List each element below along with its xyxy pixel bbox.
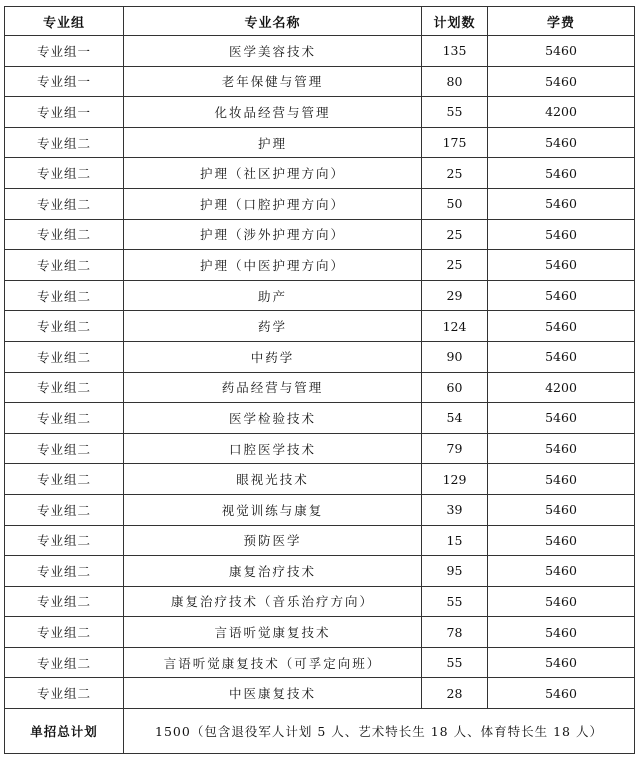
header-plan: 计划数 — [422, 7, 488, 36]
row-plan-cell: 60 — [422, 372, 488, 403]
row-major-cell: 视觉训练与康复 — [124, 494, 422, 525]
row-plan-cell: 135 — [422, 36, 488, 67]
row-major-cell: 药品经营与管理 — [124, 372, 422, 403]
row-plan-cell: 78 — [422, 617, 488, 648]
row-major-cell: 护理 — [124, 127, 422, 158]
row-fee-cell: 5460 — [488, 617, 635, 648]
table-row — [5, 250, 635, 281]
row-fee-cell: 5460 — [488, 433, 635, 464]
row-major-cell: 老年保健与管理 — [124, 66, 422, 97]
row-fee-cell: 4200 — [488, 372, 635, 403]
row-group-cell: 专业组二 — [5, 311, 124, 342]
row-plan-cell: 129 — [422, 464, 488, 495]
row-group-cell: 专业组二 — [5, 219, 124, 250]
row-plan-cell: 54 — [422, 403, 488, 434]
row-major-cell: 护理（社区护理方向） — [124, 158, 422, 189]
row-major-cell: 康复治疗技术 — [124, 556, 422, 587]
table-row — [5, 97, 635, 128]
row-group-cell: 专业组二 — [5, 280, 124, 311]
row-plan-cell: 15 — [422, 525, 488, 556]
table-row — [5, 280, 635, 311]
table-row — [5, 372, 635, 403]
table-row — [5, 586, 635, 617]
row-major-cell: 言语听觉康复技术（可孚定向班） — [124, 647, 422, 678]
row-group-cell: 专业组二 — [5, 127, 124, 158]
table-row — [5, 678, 635, 709]
admission-plan-sheet — [4, 6, 634, 754]
row-fee-cell: 5460 — [488, 494, 635, 525]
row-fee-cell: 5460 — [488, 586, 635, 617]
row-plan-cell: 39 — [422, 494, 488, 525]
table-row — [5, 494, 635, 525]
row-group-cell: 专业组二 — [5, 403, 124, 434]
row-plan-cell: 50 — [422, 188, 488, 219]
row-major-cell: 助产 — [124, 280, 422, 311]
row-plan-cell: 95 — [422, 556, 488, 587]
table-row — [5, 433, 635, 464]
table-body — [5, 36, 635, 709]
row-group-cell: 专业组二 — [5, 525, 124, 556]
summary-label: 单招总计划 — [5, 709, 124, 754]
table-row — [5, 36, 635, 67]
row-group-cell: 专业组二 — [5, 647, 124, 678]
table-row — [5, 158, 635, 189]
row-fee-cell: 5460 — [488, 647, 635, 678]
row-major-cell: 眼视光技术 — [124, 464, 422, 495]
table-row — [5, 556, 635, 587]
row-group-cell: 专业组二 — [5, 250, 124, 281]
row-major-cell: 预防医学 — [124, 525, 422, 556]
row-fee-cell: 5460 — [488, 678, 635, 709]
row-group-cell: 专业组二 — [5, 188, 124, 219]
table-row — [5, 311, 635, 342]
row-major-cell: 口腔医学技术 — [124, 433, 422, 464]
table-row — [5, 647, 635, 678]
row-group-cell: 专业组一 — [5, 66, 124, 97]
table-row — [5, 188, 635, 219]
header-fee: 学费 — [488, 7, 635, 36]
row-fee-cell: 4200 — [488, 97, 635, 128]
row-major-cell: 言语听觉康复技术 — [124, 617, 422, 648]
row-group-cell: 专业组二 — [5, 341, 124, 372]
row-fee-cell: 5460 — [488, 188, 635, 219]
row-group-cell: 专业组二 — [5, 556, 124, 587]
table-row — [5, 464, 635, 495]
table-row — [5, 403, 635, 434]
row-group-cell: 专业组二 — [5, 372, 124, 403]
table-row — [5, 66, 635, 97]
summary-row — [5, 709, 635, 754]
row-fee-cell: 5460 — [488, 158, 635, 189]
table-row — [5, 525, 635, 556]
header-major: 专业名称 — [124, 7, 422, 36]
row-plan-cell: 55 — [422, 97, 488, 128]
row-plan-cell: 55 — [422, 647, 488, 678]
row-fee-cell: 5460 — [488, 127, 635, 158]
row-major-cell: 护理（中医护理方向） — [124, 250, 422, 281]
row-group-cell: 专业组二 — [5, 464, 124, 495]
row-major-cell: 医学检验技术 — [124, 403, 422, 434]
row-fee-cell: 5460 — [488, 280, 635, 311]
row-fee-cell: 5460 — [488, 311, 635, 342]
row-plan-cell: 25 — [422, 219, 488, 250]
row-fee-cell: 5460 — [488, 464, 635, 495]
row-fee-cell: 5460 — [488, 341, 635, 372]
row-fee-cell: 5460 — [488, 219, 635, 250]
row-fee-cell: 5460 — [488, 36, 635, 67]
row-major-cell: 康复治疗技术（音乐治疗方向） — [124, 586, 422, 617]
row-major-cell: 化妆品经营与管理 — [124, 97, 422, 128]
admission-plan-table — [4, 6, 635, 754]
row-fee-cell: 5460 — [488, 250, 635, 281]
table-row — [5, 127, 635, 158]
row-group-cell: 专业组二 — [5, 494, 124, 525]
table-row — [5, 341, 635, 372]
row-major-cell: 中药学 — [124, 341, 422, 372]
row-fee-cell: 5460 — [488, 556, 635, 587]
table-row — [5, 219, 635, 250]
row-fee-cell: 5460 — [488, 525, 635, 556]
row-group-cell: 专业组二 — [5, 617, 124, 648]
row-plan-cell: 29 — [422, 280, 488, 311]
row-group-cell: 专业组二 — [5, 678, 124, 709]
row-plan-cell: 28 — [422, 678, 488, 709]
row-fee-cell: 5460 — [488, 66, 635, 97]
row-plan-cell: 55 — [422, 586, 488, 617]
row-fee-cell: 5460 — [488, 403, 635, 434]
row-major-cell: 护理（涉外护理方向） — [124, 219, 422, 250]
row-plan-cell: 79 — [422, 433, 488, 464]
table-row — [5, 617, 635, 648]
row-major-cell: 中医康复技术 — [124, 678, 422, 709]
row-plan-cell: 80 — [422, 66, 488, 97]
row-plan-cell: 25 — [422, 158, 488, 189]
row-group-cell: 专业组一 — [5, 97, 124, 128]
row-plan-cell: 25 — [422, 250, 488, 281]
row-group-cell: 专业组二 — [5, 433, 124, 464]
row-plan-cell: 124 — [422, 311, 488, 342]
row-group-cell: 专业组一 — [5, 36, 124, 67]
row-plan-cell: 90 — [422, 341, 488, 372]
row-major-cell: 药学 — [124, 311, 422, 342]
row-group-cell: 专业组二 — [5, 158, 124, 189]
summary-text: 1500（包含退役军人计划 5 人、艺术特长生 18 人、体育特长生 18 人） — [124, 709, 635, 754]
header-group: 专业组 — [5, 7, 124, 36]
row-group-cell: 专业组二 — [5, 586, 124, 617]
table-header-row — [5, 7, 635, 36]
row-major-cell: 医学美容技术 — [124, 36, 422, 67]
row-major-cell: 护理（口腔护理方向） — [124, 188, 422, 219]
row-plan-cell: 175 — [422, 127, 488, 158]
